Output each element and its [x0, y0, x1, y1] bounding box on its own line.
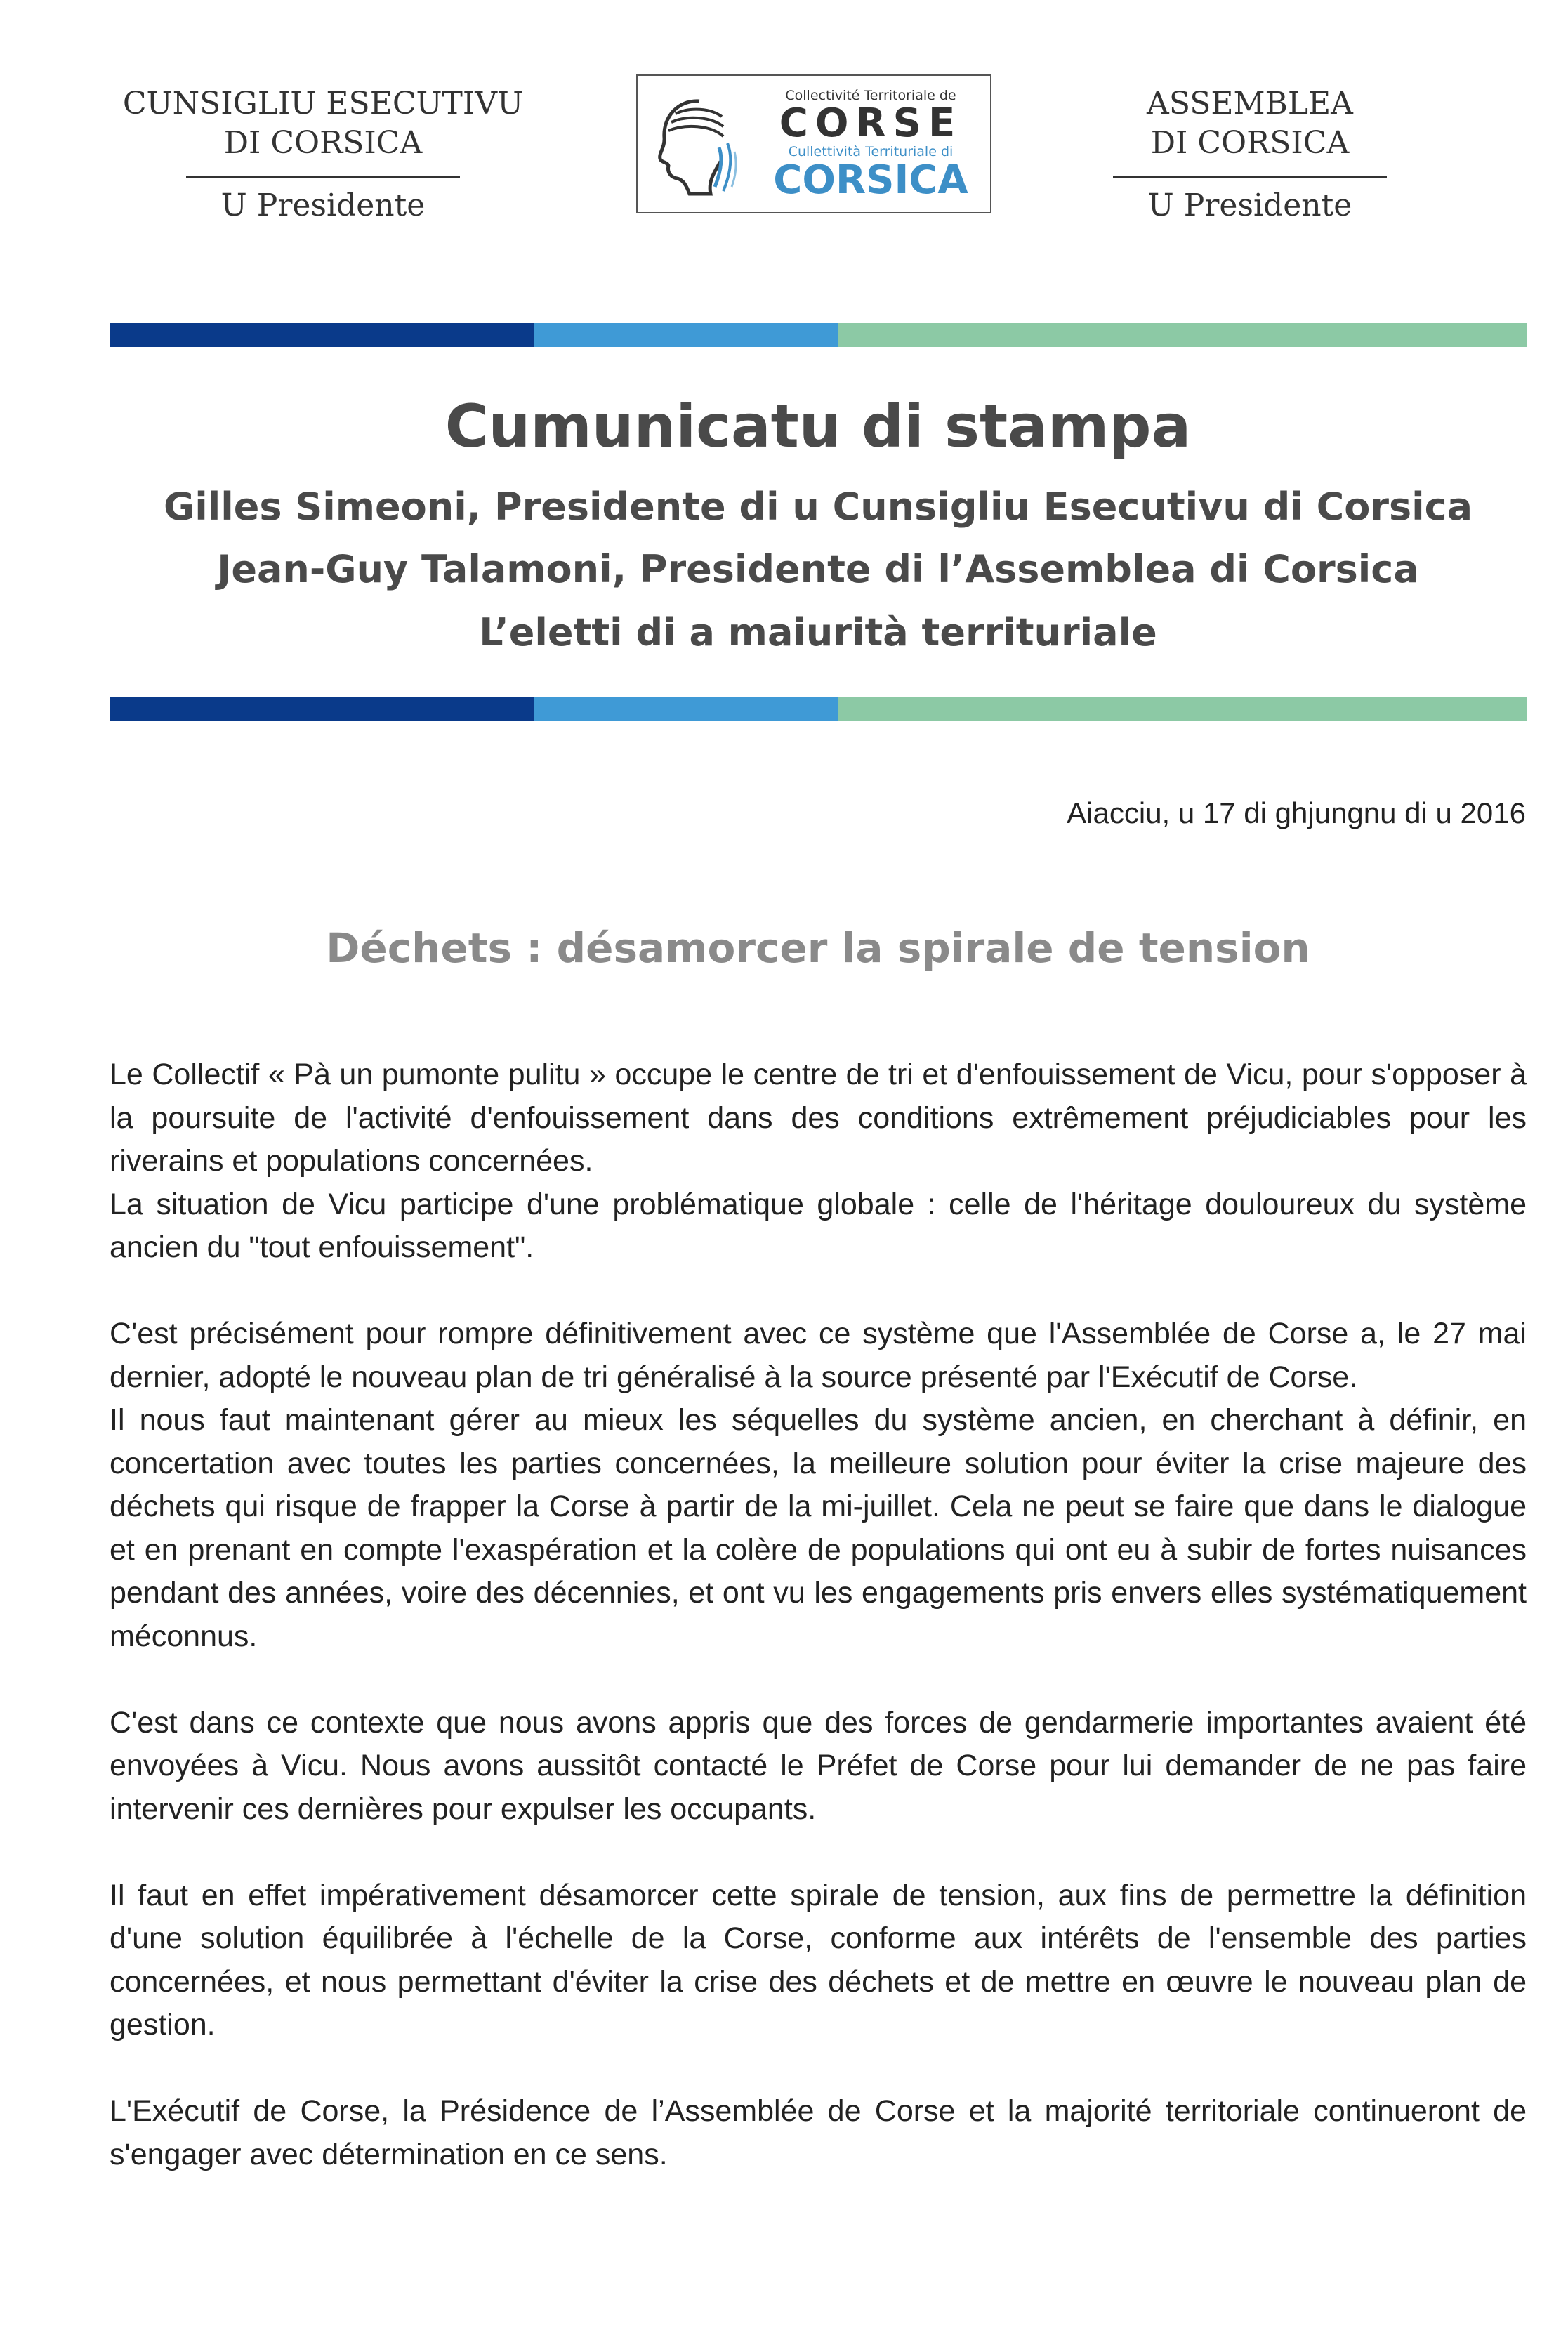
paragraph-5: C'est dans ce contexte que nous avons appris que des forces de gendarmerie importantes avaient été envoyées à Vicu. Nous avons aussitôt contacté le Préfet de Corse pour lui demander de ne pas faire intervenir ces dernières pour expulser les occupants. — [110, 1705, 1527, 1826]
color-bar-light-blue — [534, 323, 838, 347]
logo-small-top: Collectivité Territoriale de — [785, 88, 956, 103]
paragraph-gap — [110, 1658, 1527, 1702]
header-assembly-role: U Presidente — [1147, 188, 1352, 223]
header-executive-line2: DI CORSICA — [223, 125, 423, 161]
color-bar-green — [838, 697, 1527, 721]
subtitle-simeoni: Gilles Simeoni, Presidente di u Cunsigliu Esecutivu di Corsica — [163, 485, 1473, 529]
header-executive — [112, 84, 534, 225]
subtitle-majority: L’eletti di a maiurità territuriale — [479, 610, 1157, 655]
article-headline: Déchets : désamorcer la spirale de tension — [326, 924, 1310, 972]
color-bar-bottom — [110, 697, 1527, 721]
header-executive-role: U Presidente — [220, 188, 426, 223]
color-bar-green — [838, 323, 1527, 347]
header-executive-divider — [186, 176, 460, 178]
color-bar-dark-blue — [110, 697, 534, 721]
paragraph-gap — [110, 1270, 1527, 1313]
header-assembly-line1: ASSEMBLEA — [1147, 86, 1353, 121]
paragraph-gap — [110, 1831, 1527, 1874]
color-bar-light-blue — [534, 697, 838, 721]
profile-head-icon — [650, 88, 742, 202]
paragraph-6: Il faut en effet impérativement désamorcer cette spirale de tension, aux fins de permettre la définition d'une solution équilibrée à l'échelle de la Corse, conforme aux intérêts de l'ensemble des parties concernées, et nous permettant d'éviter la crise des déchets et de mettre en œuvre le nouveau plan de gestion. — [110, 1878, 1527, 2042]
logo-wordmark — [758, 87, 983, 201]
article-body — [110, 1053, 1527, 2176]
logo-big-bottom: CORSICA — [773, 157, 968, 203]
paragraph-2: La situation de Vicu participe d'une problématique globale : celle de l'héritage douloureux du système ancien du "tout enfouissement". — [110, 1187, 1527, 1264]
header-assembly-divider — [1113, 176, 1387, 178]
header-assembly — [1053, 84, 1447, 225]
paragraph-1: Le Collectif « Pà un pumonte pulitu » occupe le centre de tri et d'enfouissement de Vicu, pour s'opposer à la poursuite de l'activité d'enfouissement dans des conditions extrêmement préjudiciables pour les riverains et populations concernées. — [110, 1058, 1527, 1178]
paragraph-7: L'Exécutif de Corse, la Présidence de l’Assemblée de Corse et la majorité territoriale continueront de s'engager avec détermination en ce sens. — [110, 2094, 1527, 2171]
ctc-logo — [636, 74, 991, 213]
paragraph-gap — [110, 2047, 1527, 2091]
header-assembly-line2: DI CORSICA — [1150, 125, 1350, 161]
color-bar-top — [110, 323, 1527, 347]
page-title: Cumunicatu di stampa — [444, 392, 1192, 461]
color-bar-dark-blue — [110, 323, 534, 347]
paragraph-4: Il nous faut maintenant gérer au mieux les séquelles du système ancien, en cherchant à définir, en concertation avec toutes les parties concernées, la meilleure solution pour éviter la crise majeure des déchets qui risque de frapper la Corse à partir de la mi-juillet. Cela ne peut se faire que dans le dialogue et en prenant en compte l'exaspération et la colère de populations qui ont eu à subir de fortes nuisances pendant des années, voire des décennies, et ont vu les engagements pris envers elles systématiquement méconnus. — [110, 1403, 1527, 1653]
header-executive-line1: CUNSIGLIU ESECUTIVU — [122, 86, 524, 121]
logo-small-bottom: Cullettività Territuriale di — [788, 144, 954, 159]
logo-big-top: CORSE — [779, 100, 963, 146]
paragraph-3: C'est précisément pour rompre définitivement avec ce système que l'Assemblée de Corse a, le 27 mai dernier, adopté le nouveau plan de tri généralisé à la source présenté par l'Exécutif de Corse. — [110, 1317, 1527, 1394]
subtitle-talamoni: Jean-Guy Talamoni, Presidente di l’Assemblea di Corsica — [217, 547, 1419, 591]
press-date: Aiacciu, u 17 di ghjungnu di u 2016 — [1067, 796, 1526, 829]
